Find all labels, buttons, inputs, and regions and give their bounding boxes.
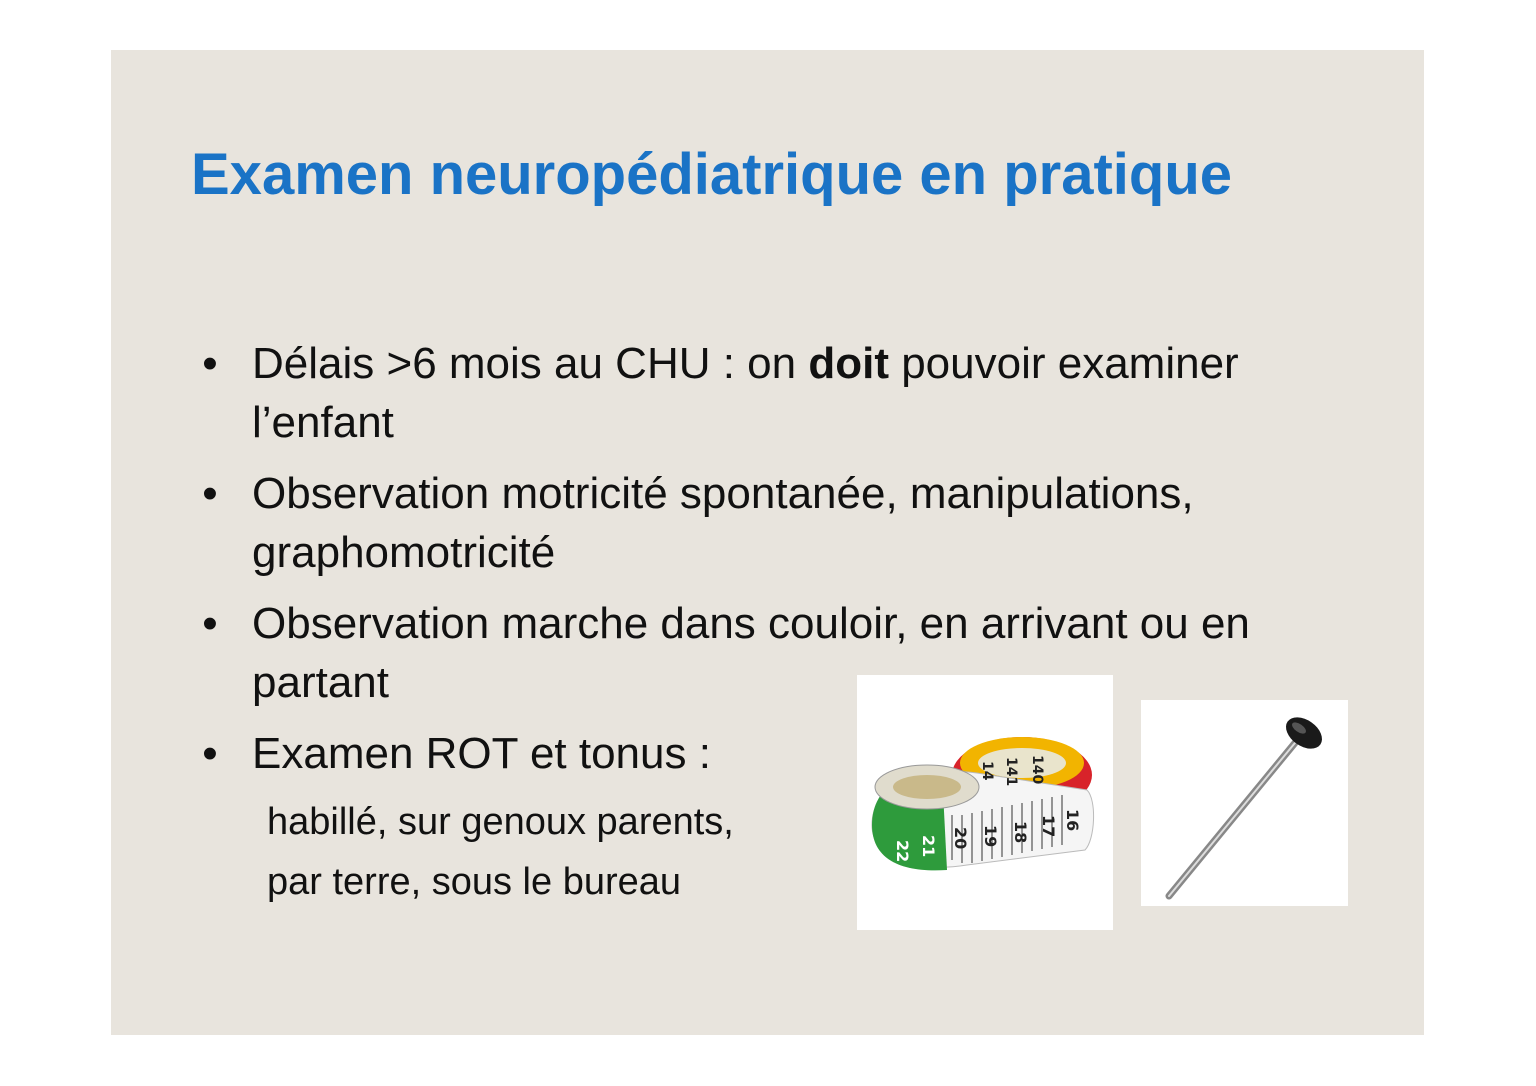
bullet-text-after: pouvoir examiner l’enfant: [252, 339, 1239, 447]
tape-number: 22: [893, 840, 912, 863]
tape-number: 16: [1063, 809, 1082, 832]
tape-number: 141: [1003, 757, 1019, 787]
sub-line: par terre, sous le bureau: [267, 861, 682, 903]
reflex-hammer-icon: [1141, 700, 1348, 906]
sub-line: habillé, sur genoux parents,: [267, 801, 734, 843]
bullet-dot: •: [202, 339, 218, 388]
bullet-dot: •: [202, 599, 218, 648]
tape-number: 19: [981, 825, 1000, 848]
tape-number: 14: [979, 761, 995, 781]
bullet-dot: •: [202, 729, 218, 778]
bullet-text: Délais >6 mois au CHU : on: [252, 339, 809, 388]
measuring-tape-icon: [857, 675, 1113, 930]
slide: [111, 50, 1424, 1035]
slide-title: Examen neuropédiatrique en pratique: [191, 142, 1232, 207]
tape-number: 21: [919, 835, 938, 858]
tape-number: 20: [951, 827, 970, 850]
measuring-tape-image: [857, 675, 1113, 930]
tape-front-coil-inner: [893, 775, 961, 799]
bullet-item: [199, 334, 1379, 452]
sub-line-list: [267, 792, 734, 912]
bullet-item: [199, 464, 1379, 582]
bullet-bold-text: doit: [808, 339, 889, 388]
hammer-handle-shine: [1169, 738, 1299, 896]
tape-number: 17: [1039, 815, 1058, 838]
bullet-text: Observation motricité spontanée, manipulations, graphomotricité: [252, 469, 1194, 577]
reflex-hammer-image: [1141, 700, 1348, 906]
bullet-dot: •: [202, 469, 218, 518]
bullet-text: Observation marche dans couloir, en arrivant ou en partant: [252, 599, 1250, 707]
bullet-text: Examen ROT et tonus :: [252, 729, 711, 778]
bullet-item: [199, 594, 1379, 712]
tape-number: 140: [1029, 755, 1045, 785]
tape-number: 18: [1011, 821, 1030, 844]
